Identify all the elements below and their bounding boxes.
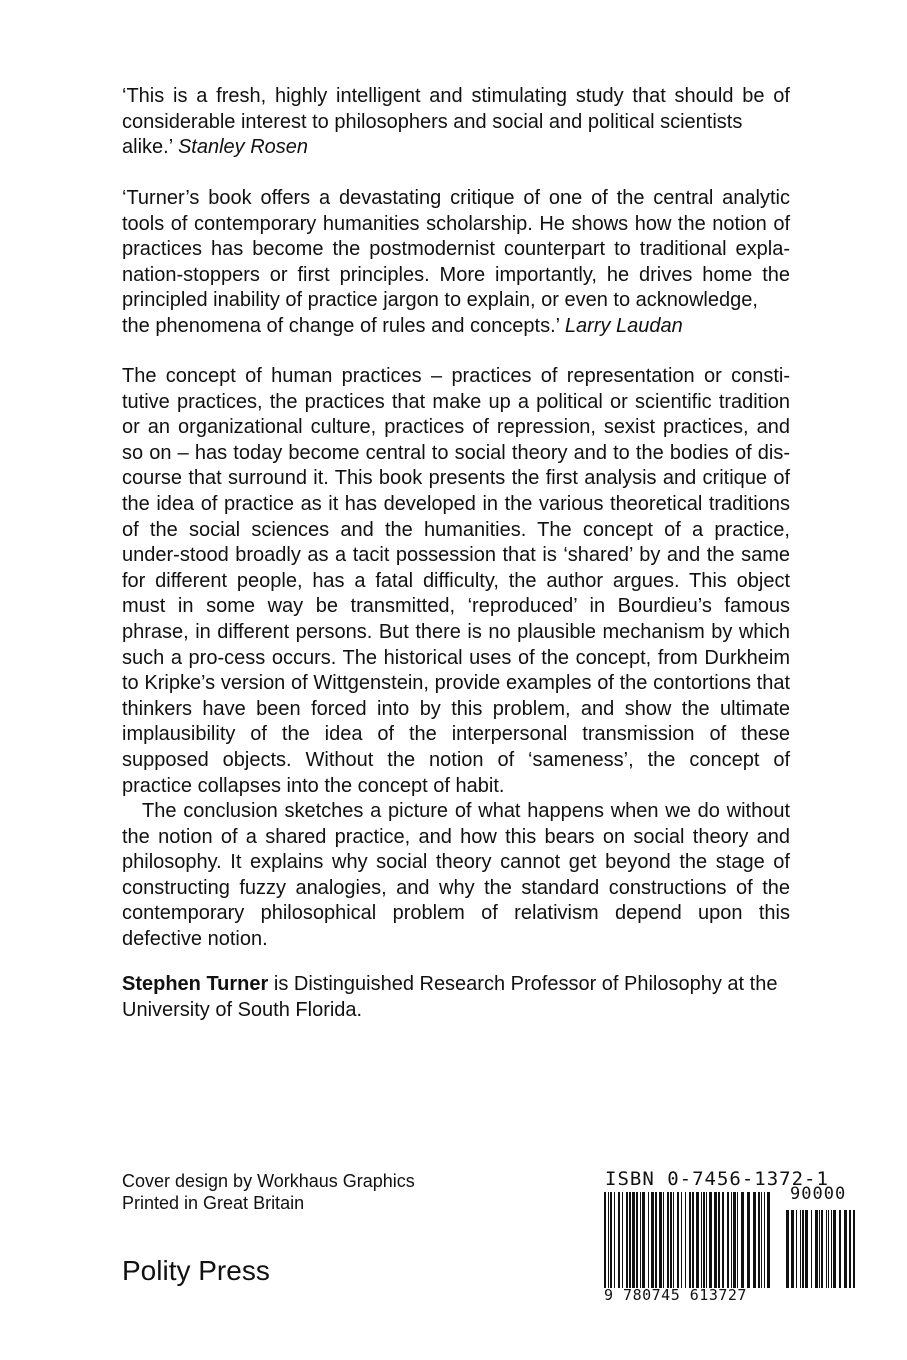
barcode-bar xyxy=(610,1192,612,1288)
barcode-bar xyxy=(767,1192,770,1288)
barcode-bar xyxy=(786,1210,789,1288)
barcode-bar xyxy=(758,1192,760,1288)
praise-quote-2-attribution: Larry Laudan xyxy=(564,314,683,337)
barcode-bar xyxy=(731,1192,732,1288)
barcode-bar xyxy=(831,1210,832,1288)
barcode-bar xyxy=(853,1210,855,1288)
barcode-bar xyxy=(764,1192,765,1288)
barcode-bar xyxy=(663,1192,664,1288)
praise-quote-1-end: alike.’ xyxy=(122,136,173,159)
barcode-bar xyxy=(670,1192,672,1288)
barcode-bar xyxy=(839,1210,841,1288)
barcode-bar xyxy=(648,1192,649,1288)
credits xyxy=(122,1170,415,1214)
barcode-bar xyxy=(706,1192,707,1288)
ean-barcode-bars xyxy=(604,1192,770,1288)
printed-in-credit: Printed in Great Britain xyxy=(122,1193,305,1213)
cover-design-credit: Cover design by Workhaus Graphics xyxy=(122,1171,415,1191)
author-bio-text: is Distinguished Research Professor of Philosophy at the University of South Florida. xyxy=(122,973,778,1021)
barcode-addon-digits: 90000 xyxy=(790,1184,847,1204)
praise-quote-1 xyxy=(122,84,790,161)
barcode-bar xyxy=(604,1192,606,1288)
addon-barcode-bars xyxy=(786,1210,855,1288)
barcode-bar xyxy=(692,1192,694,1288)
barcode-bar xyxy=(642,1192,645,1288)
barcode-bar xyxy=(761,1192,762,1288)
praise-quote-2 xyxy=(122,186,790,340)
praise-quote-2-end: the phenomena of change of rules and concepts.’ xyxy=(122,314,560,337)
barcode-bar xyxy=(632,1192,635,1288)
barcode-bar xyxy=(614,1192,615,1288)
barcode-bar xyxy=(673,1192,674,1288)
author-name: Stephen Turner xyxy=(122,973,269,995)
barcode-bar xyxy=(844,1210,847,1288)
barcode-bar xyxy=(636,1192,638,1288)
barcode-bar xyxy=(826,1210,827,1288)
barcode-bar xyxy=(714,1192,717,1288)
barcode-bar xyxy=(709,1192,712,1288)
barcode-bar xyxy=(849,1210,851,1288)
barcode-bar xyxy=(753,1192,756,1288)
barcode-bar xyxy=(701,1192,702,1288)
barcode-bar xyxy=(622,1192,623,1288)
barcode-bar xyxy=(718,1192,720,1288)
barcode-bar xyxy=(741,1192,744,1288)
book-description xyxy=(122,364,790,953)
barcode-bar xyxy=(696,1192,699,1288)
barcode-bar xyxy=(800,1210,801,1288)
barcode-bar xyxy=(667,1192,669,1288)
barcode-bar xyxy=(747,1192,750,1288)
barcode-bar xyxy=(689,1192,691,1288)
barcode-bar xyxy=(815,1210,818,1288)
barcode-bar xyxy=(677,1192,679,1288)
barcode-bar xyxy=(833,1210,836,1288)
description-paragraph-2: The conclusion sketches a picture of what happens when we do without the notion of a shared practice, and how this bears on social theory and philosophy. It explains why social theory cannot get beyond the stage of constructing fuzzy analogies, and why the standard constructions of the contemporary philosophical problem of relativism depend upon this defective notion. xyxy=(122,800,790,951)
praise-quote-1-attribution: Stanley Rosen xyxy=(177,136,309,159)
barcode-ean-digits: 9 780745 613727 xyxy=(604,1286,747,1304)
barcode-bar xyxy=(608,1192,609,1288)
isbn-text: ISBN 0-7456-1372-1 xyxy=(605,1168,829,1190)
barcode-bar xyxy=(626,1192,628,1288)
barcode-bar xyxy=(651,1192,654,1288)
barcode-bar xyxy=(722,1192,724,1288)
barcode-bar xyxy=(733,1192,736,1288)
barcode-bar xyxy=(802,1210,804,1288)
author-bio xyxy=(122,972,790,1023)
barcode-bar xyxy=(821,1210,823,1288)
barcode-bar xyxy=(811,1210,812,1288)
barcode-bar xyxy=(805,1210,808,1288)
barcode-bar xyxy=(655,1192,657,1288)
barcode-bar xyxy=(618,1192,620,1288)
barcode-bar xyxy=(703,1192,705,1288)
description-paragraph-1: The concept of human practices – practices of representation or consti-tutive practices, the practices that make up a political or scientific tradition or an organizational culture, practices of repression, sexist practices, and so on – has today become central to social theory and to the bodies of dis-course that surround it. This book presents the first analysis and critique of the idea of practice as it has developed in the various theoretical traditions of the social sciences and the humanities. The concept of a practice, under-stood broadly as a tacit possession that is ‘shared’ by and the same for different people, has a fatal difficulty, the author argues. This object must in some way be transmitted, ‘reproduced’ in Bourdieu’s famous phrase, in different persons. But there is no plausible mechanism by which such a pro-cess occurs. The historical uses of the concept, from Durkheim to Kripke’s version of Wittgenstein, provide examples of the contortions that thinkers have been forced into by this problem, and show the ultimate implausibility of the idea of the interpersonal transmission of these supposed objects. Without the notion of ‘sameness’, the concept of practice collapses into the concept of habit. xyxy=(122,365,790,797)
barcode-bar xyxy=(640,1192,641,1288)
barcode-bar xyxy=(737,1192,738,1288)
praise-quote-2-text: ‘Turner’s book offers a devastating critique of one of the central analytic tools of contemporary humanities scholarship. He shows how the notion of practices has become the postmodernist counterpart to traditional expla-nation-stoppers or first principles. More importantly, he drives home the principled inability of practice jargon to explain, or even to acknowledge, xyxy=(122,187,790,312)
barcode-bar xyxy=(727,1192,729,1288)
barcode-bar xyxy=(629,1192,631,1288)
barcode-bar xyxy=(819,1210,820,1288)
barcode-bar xyxy=(828,1210,829,1288)
publisher-name: Polity Press xyxy=(122,1255,270,1286)
barcode-bar xyxy=(685,1192,686,1288)
barcode-bar xyxy=(791,1210,794,1288)
praise-quote-1-text: ‘This is a fresh, highly intelligent and stimulating study that should be of considerable interest to philosophers and social and political scientists xyxy=(122,85,790,133)
barcode-bar xyxy=(659,1192,662,1288)
barcode-bar xyxy=(681,1192,682,1288)
barcode-bar xyxy=(796,1210,797,1288)
